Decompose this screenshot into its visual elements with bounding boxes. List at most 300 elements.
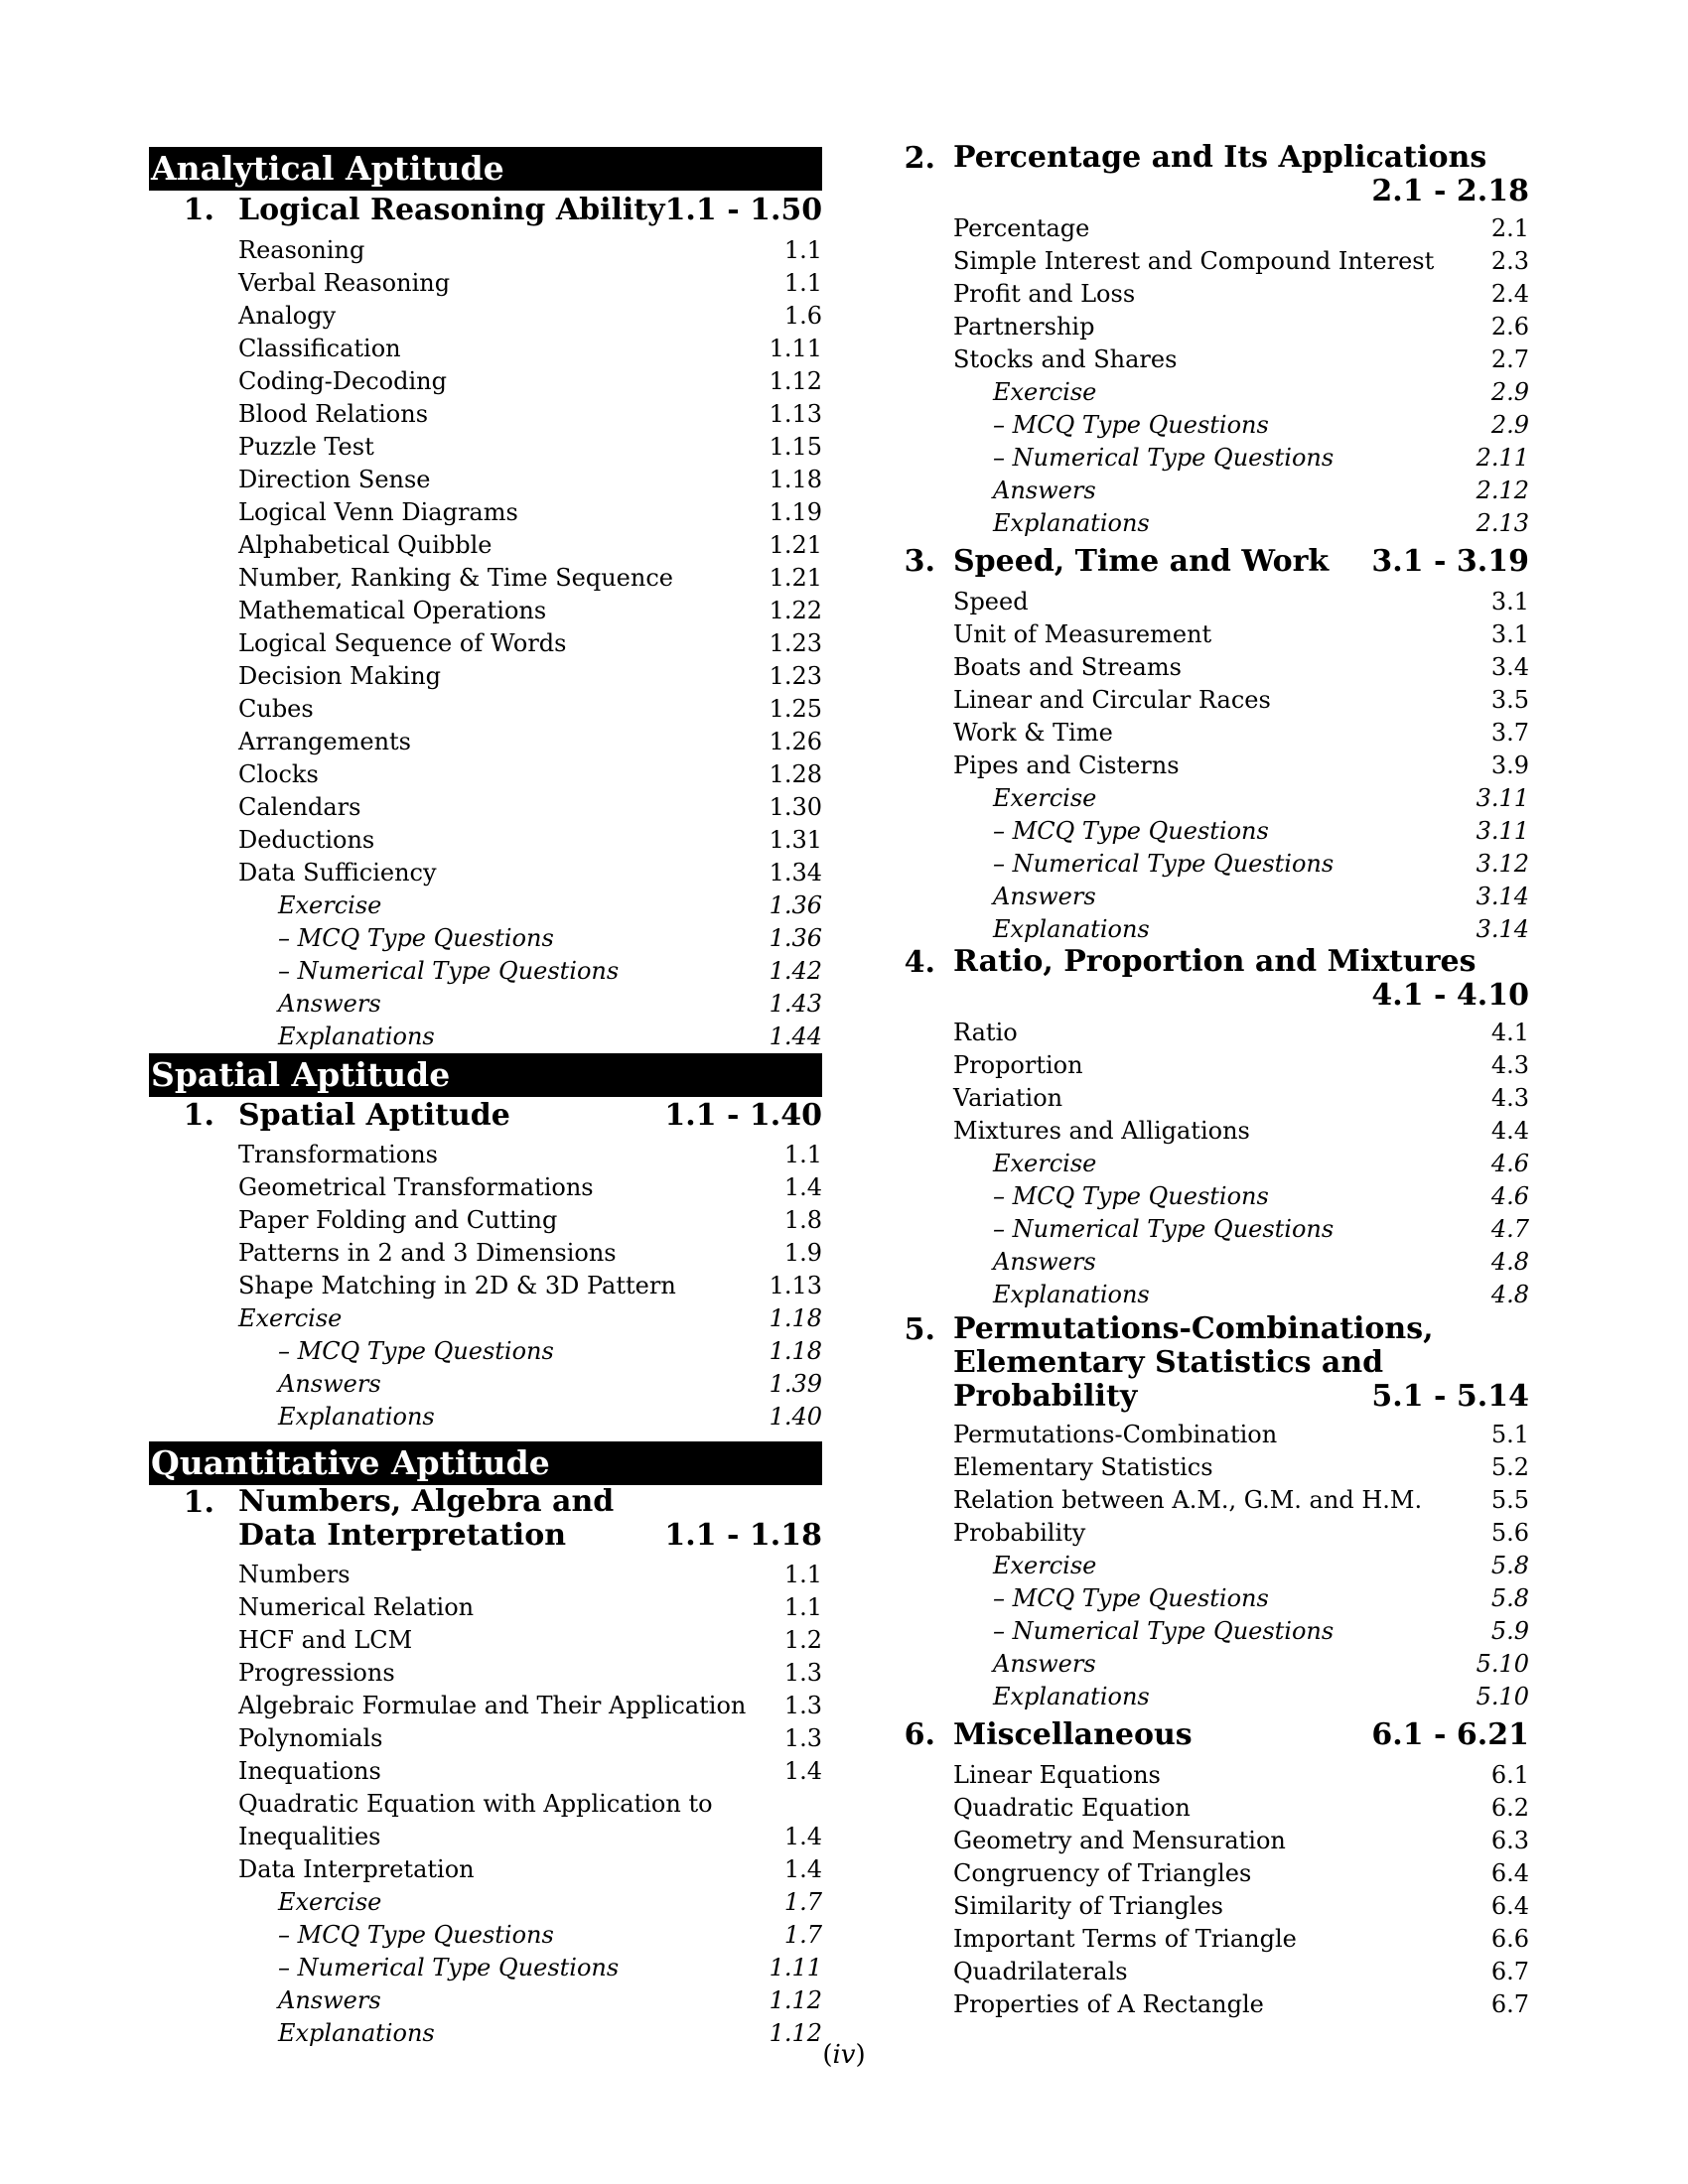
toc-entry[interactable] bbox=[149, 529, 822, 562]
toc-entry-page: 4.3 bbox=[1490, 1051, 1529, 1079]
toc-entry[interactable] bbox=[149, 562, 822, 595]
toc-entry-label: Explanations bbox=[278, 1023, 435, 1050]
toc-entry-page: 1.18 bbox=[769, 1337, 822, 1365]
toc-entry-label: Exercise bbox=[993, 1552, 1097, 1579]
toc-entry[interactable] bbox=[149, 1755, 822, 1788]
toc-entry[interactable] bbox=[894, 1148, 1529, 1180]
toc-entry[interactable] bbox=[894, 1451, 1529, 1484]
toc-entry[interactable] bbox=[149, 791, 822, 824]
toc-entry-page: 4.3 bbox=[1490, 1084, 1529, 1112]
toc-entry-page: 3.9 bbox=[1490, 751, 1529, 779]
toc-entry[interactable] bbox=[149, 857, 822, 889]
toc-entry[interactable] bbox=[149, 1657, 822, 1690]
toc-entry-page: 3.5 bbox=[1490, 686, 1529, 714]
toc-entry-label: Decision Making bbox=[238, 662, 442, 690]
toc-entry[interactable] bbox=[894, 1857, 1529, 1890]
chapter-number: 1. bbox=[183, 1485, 214, 1520]
toc-entry-page: 1.11 bbox=[769, 1954, 822, 1981]
toc-entry-label: – Numerical Type Questions bbox=[993, 850, 1335, 878]
toc-entry[interactable] bbox=[149, 234, 822, 267]
toc-entry-page: 6.6 bbox=[1490, 1925, 1529, 1953]
toc-entry-page: 1.7 bbox=[783, 1888, 822, 1916]
toc-entry[interactable] bbox=[149, 365, 822, 398]
toc-entry[interactable] bbox=[894, 782, 1529, 815]
toc-entry[interactable] bbox=[894, 1988, 1529, 2021]
toc-entry-page: 1.4 bbox=[783, 1173, 822, 1201]
toc-entry[interactable] bbox=[894, 409, 1529, 442]
toc-entry[interactable] bbox=[894, 1279, 1529, 1311]
toc-entry-page: 6.3 bbox=[1490, 1827, 1529, 1854]
toc-entry[interactable] bbox=[149, 1984, 822, 2017]
toc-entry[interactable] bbox=[149, 922, 822, 955]
toc-entry-label: Explanations bbox=[993, 915, 1150, 943]
toc-entry-label: Data Sufficiency bbox=[238, 859, 437, 887]
chapter-title: Logical Reasoning Ability bbox=[238, 193, 665, 227]
toc-entry[interactable] bbox=[149, 1021, 822, 1053]
toc-entry[interactable] bbox=[149, 726, 822, 758]
chapter-heading[interactable] bbox=[894, 544, 1529, 579]
toc-entry-label: Cubes bbox=[238, 695, 314, 723]
toc-entry-label: Answers bbox=[278, 1370, 381, 1398]
toc-entry-label: Boats and Streams bbox=[953, 653, 1182, 681]
chapter-pages: 5.1 - 5.14 bbox=[1371, 1379, 1529, 1414]
toc-entry-label: Speed bbox=[953, 588, 1029, 615]
toc-entry[interactable] bbox=[894, 1923, 1529, 1956]
toc-entry-page: 1.12 bbox=[769, 2019, 822, 2047]
toc-entry-label: Progressions bbox=[238, 1659, 395, 1687]
chapter-pages: 1.1 - 1.18 bbox=[664, 1518, 822, 1553]
toc-entry[interactable] bbox=[149, 824, 822, 857]
toc-entry[interactable] bbox=[894, 1484, 1529, 1517]
toc-entry[interactable] bbox=[149, 1624, 822, 1657]
toc-entry[interactable] bbox=[149, 1886, 822, 1919]
toc-entry-label: Percentage bbox=[953, 214, 1090, 242]
toc-entry-label: Permutations-Combination bbox=[953, 1421, 1278, 1448]
chapter-number: 1. bbox=[183, 1098, 214, 1133]
toc-entry[interactable] bbox=[894, 1681, 1529, 1713]
toc-entry-label: HCF and LCM bbox=[238, 1626, 413, 1654]
toc-entry-label: Inequations bbox=[238, 1757, 381, 1785]
toc-entry[interactable] bbox=[894, 1550, 1529, 1582]
toc-entry-page: 1.12 bbox=[769, 1986, 822, 2014]
toc-entry[interactable] bbox=[894, 1890, 1529, 1923]
toc-entry-page: 1.1 bbox=[783, 269, 822, 297]
toc-entry[interactable] bbox=[894, 212, 1529, 245]
section-banner-quantitative: Quantitative Aptitude bbox=[149, 1441, 822, 1485]
toc-entry-page: 6.7 bbox=[1490, 1958, 1529, 1985]
toc-entry[interactable] bbox=[894, 1648, 1529, 1681]
toc-entry-label: Verbal Reasoning bbox=[238, 269, 451, 297]
chapter-number: 3. bbox=[904, 544, 935, 579]
toc-entry[interactable] bbox=[149, 1335, 822, 1368]
toc-entry[interactable] bbox=[894, 586, 1529, 618]
toc-entry[interactable] bbox=[894, 1759, 1529, 1792]
toc-entry[interactable] bbox=[149, 464, 822, 496]
toc-entry-label: Logical Venn Diagrams bbox=[238, 498, 518, 526]
toc-entry[interactable] bbox=[149, 1788, 822, 1821]
toc-entry-label: Pipes and Cisterns bbox=[953, 751, 1180, 779]
toc-entry-label: Quadratic Equation bbox=[953, 1794, 1191, 1822]
toc-entry-label: Answers bbox=[278, 1986, 381, 2014]
chapter-title: Ratio, Proportion and Mixtures bbox=[953, 944, 1477, 979]
chapter-pages: 2.1 - 2.18 bbox=[1371, 174, 1529, 208]
toc-entry-page: 1.26 bbox=[769, 728, 822, 755]
chapter-title: Percentage and Its Applications bbox=[953, 140, 1487, 175]
toc-entry-page: 5.8 bbox=[1490, 1552, 1529, 1579]
toc-entry-label: – Numerical Type Questions bbox=[278, 1954, 620, 1981]
toc-entry[interactable] bbox=[149, 660, 822, 693]
chapter-pages: 6.1 - 6.21 bbox=[1371, 1717, 1529, 1752]
toc-entry-page: 3.4 bbox=[1490, 653, 1529, 681]
toc-entry-page: 1.1 bbox=[783, 236, 822, 264]
toc-entry-label: Geometry and Mensuration bbox=[953, 1827, 1286, 1854]
toc-entry-label: Elementary Statistics bbox=[953, 1453, 1213, 1481]
toc-entry[interactable] bbox=[894, 1213, 1529, 1246]
chapter-title-line: Numbers, Algebra and bbox=[238, 1484, 615, 1519]
chapter-heading[interactable] bbox=[149, 193, 822, 227]
toc-entry[interactable] bbox=[149, 889, 822, 922]
page-number: (iv) bbox=[822, 2040, 866, 2070]
toc-entry-page: 1.4 bbox=[783, 1757, 822, 1785]
toc-entry[interactable] bbox=[149, 1204, 822, 1237]
toc-entry-page: 5.10 bbox=[1476, 1650, 1529, 1678]
toc-entry-page: 3.14 bbox=[1476, 915, 1529, 943]
toc-entry[interactable] bbox=[149, 1171, 822, 1204]
toc-entry-label: Direction Sense bbox=[238, 466, 431, 493]
toc-entry-page: 1.25 bbox=[769, 695, 822, 723]
toc-entry[interactable] bbox=[894, 1792, 1529, 1825]
toc-entry-page: 2.9 bbox=[1490, 411, 1529, 439]
toc-entry-label: Explanations bbox=[993, 1281, 1150, 1308]
chapter-heading[interactable] bbox=[894, 945, 1529, 1013]
toc-entry-label: Congruency of Triangles bbox=[953, 1859, 1252, 1887]
toc-entry-page: 1.36 bbox=[769, 924, 822, 952]
toc-entry-label: – Numerical Type Questions bbox=[993, 444, 1335, 472]
toc-entry[interactable] bbox=[149, 1722, 822, 1755]
chapter-heading[interactable] bbox=[894, 141, 1529, 208]
toc-entry-page: 1.7 bbox=[783, 1921, 822, 1949]
chapter-number: 4. bbox=[904, 945, 935, 980]
toc-entry[interactable] bbox=[894, 1115, 1529, 1148]
toc-entry-label: – Numerical Type Questions bbox=[993, 1215, 1335, 1243]
toc-entry[interactable] bbox=[894, 881, 1529, 913]
toc-entry[interactable] bbox=[894, 1049, 1529, 1082]
toc-entry-label: Ratio bbox=[953, 1019, 1018, 1046]
toc-entry[interactable] bbox=[894, 376, 1529, 409]
toc-entry-label: Exercise bbox=[278, 891, 382, 919]
toc-entry-label: Linear and Circular Races bbox=[953, 686, 1271, 714]
toc-entry[interactable] bbox=[149, 267, 822, 300]
toc-entry-page: 1.1 bbox=[783, 1593, 822, 1621]
toc-entry[interactable] bbox=[149, 333, 822, 365]
toc-entry-label: Partnership bbox=[953, 313, 1095, 341]
toc-entry-page: 6.2 bbox=[1490, 1794, 1529, 1822]
toc-entry-label: Inequalities bbox=[238, 1823, 381, 1850]
chapter-title: Spatial Aptitude bbox=[238, 1098, 510, 1133]
toc-entry-label: Variation bbox=[953, 1084, 1063, 1112]
chapter-number: 1. bbox=[183, 193, 214, 227]
toc-entry[interactable] bbox=[894, 343, 1529, 376]
toc-entry-page: 1.1 bbox=[783, 1561, 822, 1588]
toc-entry-label: Explanations bbox=[278, 1403, 435, 1431]
chapter-heading[interactable] bbox=[894, 1717, 1529, 1752]
toc-entry-page: 5.2 bbox=[1490, 1453, 1529, 1481]
toc-entry-page: 1.19 bbox=[769, 498, 822, 526]
toc-entry-label: Explanations bbox=[278, 2019, 435, 2047]
toc-entry-page: 1.6 bbox=[783, 302, 822, 330]
chapter-heading[interactable] bbox=[149, 1098, 822, 1133]
toc-entry[interactable] bbox=[894, 651, 1529, 684]
toc-entry-label: – MCQ Type Questions bbox=[993, 1182, 1269, 1210]
toc-entry[interactable] bbox=[894, 1825, 1529, 1857]
toc-entry-label: Work & Time bbox=[953, 719, 1113, 747]
toc-entry-label: Exercise bbox=[278, 1888, 382, 1916]
toc-entry[interactable] bbox=[149, 595, 822, 627]
toc-entry-label: Properties of A Rectangle bbox=[953, 1990, 1264, 2018]
toc-entry-page: 4.8 bbox=[1490, 1248, 1529, 1276]
toc-entry[interactable] bbox=[149, 1368, 822, 1401]
toc-entry-label: Coding-Decoding bbox=[238, 367, 447, 395]
toc-entry-label: Similarity of Triangles bbox=[953, 1892, 1223, 1920]
toc-entry-page: 5.5 bbox=[1490, 1486, 1529, 1514]
toc-entry[interactable] bbox=[149, 398, 822, 431]
toc-entry-page: 2.3 bbox=[1490, 247, 1529, 275]
chapter-pages: 1.1 - 1.40 bbox=[664, 1098, 822, 1133]
toc-entry-page: 4.6 bbox=[1490, 1182, 1529, 1210]
chapter-pages: 3.1 - 3.19 bbox=[1371, 544, 1529, 579]
toc-entry-label: Explanations bbox=[993, 509, 1150, 537]
toc-entry[interactable] bbox=[149, 1952, 822, 1984]
toc-entry-label: – Numerical Type Questions bbox=[278, 957, 620, 985]
toc-entry[interactable] bbox=[894, 1082, 1529, 1115]
toc-entry[interactable] bbox=[894, 278, 1529, 311]
chapter-heading[interactable] bbox=[894, 1312, 1529, 1414]
toc-entry[interactable] bbox=[894, 1419, 1529, 1451]
toc-entry-label: Relation between A.M., G.M. and H.M. bbox=[953, 1486, 1423, 1514]
toc-entry-label: Quadratic Equation with Application to bbox=[238, 1790, 713, 1818]
toc-entry-page: 2.12 bbox=[1476, 477, 1529, 504]
toc-entry-page: 1.2 bbox=[783, 1626, 822, 1654]
toc-entry-label: Answers bbox=[993, 477, 1096, 504]
toc-entry[interactable] bbox=[149, 988, 822, 1021]
toc-entry-page: 1.42 bbox=[769, 957, 822, 985]
toc-entry-page: 1.3 bbox=[783, 1692, 822, 1719]
chapter-pages: 1.1 - 1.50 bbox=[664, 193, 823, 227]
toc-entry-page: 2.11 bbox=[1476, 444, 1529, 472]
toc-entry[interactable] bbox=[149, 1690, 822, 1722]
toc-entry-label: – Numerical Type Questions bbox=[993, 1617, 1335, 1645]
section-banner-analytical: Analytical Aptitude bbox=[149, 147, 822, 191]
toc-entry[interactable] bbox=[894, 913, 1529, 946]
toc-entry-label: Geometrical Transformations bbox=[238, 1173, 594, 1201]
chapter-pages: 4.1 - 4.10 bbox=[1371, 978, 1529, 1013]
toc-entry-label: Classification bbox=[238, 335, 401, 362]
toc-list bbox=[149, 1559, 822, 2050]
toc-entry-page: 1.18 bbox=[769, 1304, 822, 1332]
toc-entry[interactable] bbox=[894, 311, 1529, 343]
toc-entry-label: Calendars bbox=[238, 793, 361, 821]
toc-entry-page: 4.1 bbox=[1490, 1019, 1529, 1046]
toc-entry-label: Analogy bbox=[238, 302, 337, 330]
toc-entry-label: Exercise bbox=[993, 1150, 1097, 1177]
toc-entry-page: 1.40 bbox=[769, 1403, 822, 1431]
toc-entry[interactable] bbox=[894, 1180, 1529, 1213]
toc-entry-label: Alphabetical Quibble bbox=[238, 531, 492, 559]
toc-entry-page: 3.1 bbox=[1490, 620, 1529, 648]
toc-entry[interactable] bbox=[894, 1517, 1529, 1550]
toc-entry-label: – MCQ Type Questions bbox=[278, 1337, 554, 1365]
toc-entry[interactable] bbox=[149, 758, 822, 791]
toc-entry-label: Profit and Loss bbox=[953, 280, 1136, 308]
toc-entry[interactable] bbox=[894, 442, 1529, 475]
toc-entry[interactable] bbox=[149, 1919, 822, 1952]
toc-entry-page: 2.6 bbox=[1490, 313, 1529, 341]
toc-entry-page: 1.23 bbox=[769, 629, 822, 657]
toc-entry[interactable] bbox=[894, 1956, 1529, 1988]
toc-entry-label: Explanations bbox=[993, 1683, 1150, 1710]
toc-entry[interactable] bbox=[149, 1853, 822, 1886]
toc-entry-label: – MCQ Type Questions bbox=[993, 411, 1269, 439]
toc-entry-page: 3.12 bbox=[1476, 850, 1529, 878]
toc-entry-label: Paper Folding and Cutting bbox=[238, 1206, 558, 1234]
toc-entry-page: 5.10 bbox=[1476, 1683, 1529, 1710]
toc-entry[interactable] bbox=[894, 1615, 1529, 1648]
toc-entry-label: – MCQ Type Questions bbox=[993, 1584, 1269, 1612]
toc-entry-label: Deductions bbox=[238, 826, 375, 854]
toc-entry-page: 1.1 bbox=[783, 1141, 822, 1168]
toc-entry[interactable] bbox=[894, 815, 1529, 848]
toc-entry[interactable] bbox=[149, 1591, 822, 1624]
toc-entry-page: 2.13 bbox=[1476, 509, 1529, 537]
toc-entry-label: Unit of Measurement bbox=[953, 620, 1212, 648]
toc-entry-label: Polynomials bbox=[238, 1724, 383, 1752]
toc-entry[interactable] bbox=[149, 627, 822, 660]
toc-entry-page: 2.7 bbox=[1490, 345, 1529, 373]
toc-entry-label: Stocks and Shares bbox=[953, 345, 1178, 373]
toc-entry-page: 4.7 bbox=[1490, 1215, 1529, 1243]
toc-entry-page: 1.15 bbox=[769, 433, 822, 461]
chapter-number: 6. bbox=[904, 1717, 935, 1752]
toc-list bbox=[894, 1017, 1529, 1311]
toc-entry[interactable] bbox=[894, 750, 1529, 782]
toc-entry[interactable] bbox=[149, 1302, 822, 1335]
section-banner-spatial: Spatial Aptitude bbox=[149, 1053, 822, 1097]
toc-entry-label: Number, Ranking & Time Sequence bbox=[238, 564, 673, 592]
toc-list bbox=[894, 1759, 1529, 2021]
chapter-heading[interactable] bbox=[149, 1485, 822, 1553]
toc-entry-page: 3.11 bbox=[1476, 817, 1529, 845]
toc-entry[interactable] bbox=[149, 1401, 822, 1433]
toc-entry-page: 2.1 bbox=[1490, 214, 1529, 242]
toc-entry-page: 6.4 bbox=[1490, 1892, 1529, 1920]
toc-entry[interactable] bbox=[149, 693, 822, 726]
chapter-title-line: Probability bbox=[953, 1379, 1138, 1414]
toc-list bbox=[894, 212, 1529, 540]
toc-entry-page: 4.4 bbox=[1490, 1117, 1529, 1145]
toc-entry-page: 1.18 bbox=[769, 466, 822, 493]
toc-entry-label: Reasoning bbox=[238, 236, 365, 264]
toc-entry[interactable] bbox=[894, 507, 1529, 540]
toc-entry[interactable] bbox=[894, 848, 1529, 881]
toc-entry-label: Data Interpretation bbox=[238, 1855, 475, 1883]
toc-entry-label: Answers bbox=[993, 1650, 1096, 1678]
toc-entry[interactable] bbox=[149, 496, 822, 529]
toc-entry[interactable] bbox=[149, 431, 822, 464]
toc-entry[interactable] bbox=[894, 1017, 1529, 1049]
toc-entry-page: 1.3 bbox=[783, 1724, 822, 1752]
toc-entry[interactable] bbox=[149, 1821, 822, 1853]
toc-entry[interactable] bbox=[149, 1237, 822, 1270]
toc-entry[interactable] bbox=[894, 684, 1529, 717]
toc-entry-label: Proportion bbox=[953, 1051, 1083, 1079]
toc-entry-page: 4.8 bbox=[1490, 1281, 1529, 1308]
toc-entry[interactable] bbox=[149, 955, 822, 988]
toc-entry[interactable] bbox=[894, 618, 1529, 651]
toc-entry-page: 5.9 bbox=[1490, 1617, 1529, 1645]
toc-entry[interactable] bbox=[894, 1246, 1529, 1279]
toc-entry-page: 3.1 bbox=[1490, 588, 1529, 615]
toc-entry-label: Answers bbox=[993, 883, 1096, 910]
toc-entry-label: Quadrilaterals bbox=[953, 1958, 1128, 1985]
toc-entry-label: Algebraic Formulae and Their Application bbox=[238, 1692, 747, 1719]
toc-entry-page: 1.36 bbox=[769, 891, 822, 919]
toc-entry-page: 5.8 bbox=[1490, 1584, 1529, 1612]
toc-entry[interactable] bbox=[894, 1582, 1529, 1615]
toc-entry-page: 1.12 bbox=[769, 367, 822, 395]
toc-entry[interactable] bbox=[149, 300, 822, 333]
toc-entry-page: 6.1 bbox=[1490, 1761, 1529, 1789]
toc-entry-label: Numbers bbox=[238, 1561, 351, 1588]
toc-entry-label: Answers bbox=[278, 990, 381, 1018]
toc-entry[interactable] bbox=[894, 717, 1529, 750]
toc-entry-page: 1.3 bbox=[783, 1659, 822, 1687]
toc-entry-page: 1.4 bbox=[783, 1823, 822, 1850]
toc-entry-page: 1.30 bbox=[769, 793, 822, 821]
toc-entry-page: 6.4 bbox=[1490, 1859, 1529, 1887]
toc-entry-label: Exercise bbox=[993, 378, 1097, 406]
toc-entry[interactable] bbox=[149, 1270, 822, 1302]
chapter-title: Speed, Time and Work bbox=[953, 544, 1330, 579]
toc-entry[interactable] bbox=[894, 475, 1529, 507]
toc-entry-page: 1.28 bbox=[769, 760, 822, 788]
toc-entry-page: 2.4 bbox=[1490, 280, 1529, 308]
toc-entry-page: 1.39 bbox=[769, 1370, 822, 1398]
chapter-title-line: Elementary Statistics and bbox=[953, 1345, 1384, 1380]
toc-entry-page: 4.6 bbox=[1490, 1150, 1529, 1177]
toc-list bbox=[894, 586, 1529, 946]
toc-entry[interactable] bbox=[149, 1139, 822, 1171]
toc-entry-label: Probability bbox=[953, 1519, 1086, 1547]
toc-entry[interactable] bbox=[894, 245, 1529, 278]
toc-entry-page: 1.13 bbox=[769, 1272, 822, 1299]
toc-entry-label: Shape Matching in 2D & 3D Pattern bbox=[238, 1272, 676, 1299]
toc-entry-page: 3.7 bbox=[1490, 719, 1529, 747]
toc-entry-page: 1.4 bbox=[783, 1855, 822, 1883]
toc-entry-page: 1.21 bbox=[769, 531, 822, 559]
toc-entry-label: Logical Sequence of Words bbox=[238, 629, 567, 657]
toc-entry-page: 1.8 bbox=[783, 1206, 822, 1234]
toc-entry-page: 1.43 bbox=[769, 990, 822, 1018]
toc-entry-label: Numerical Relation bbox=[238, 1593, 475, 1621]
toc-entry-page: 1.9 bbox=[783, 1239, 822, 1267]
toc-entry-label: – MCQ Type Questions bbox=[278, 1921, 554, 1949]
toc-entry-page: 6.7 bbox=[1490, 1990, 1529, 2018]
toc-entry-page: 1.21 bbox=[769, 564, 822, 592]
toc-entry-page: 1.44 bbox=[769, 1023, 822, 1050]
toc-entry-label: Patterns in 2 and 3 Dimensions bbox=[238, 1239, 617, 1267]
toc-entry[interactable] bbox=[149, 1559, 822, 1591]
toc-entry-label: Clocks bbox=[238, 760, 319, 788]
